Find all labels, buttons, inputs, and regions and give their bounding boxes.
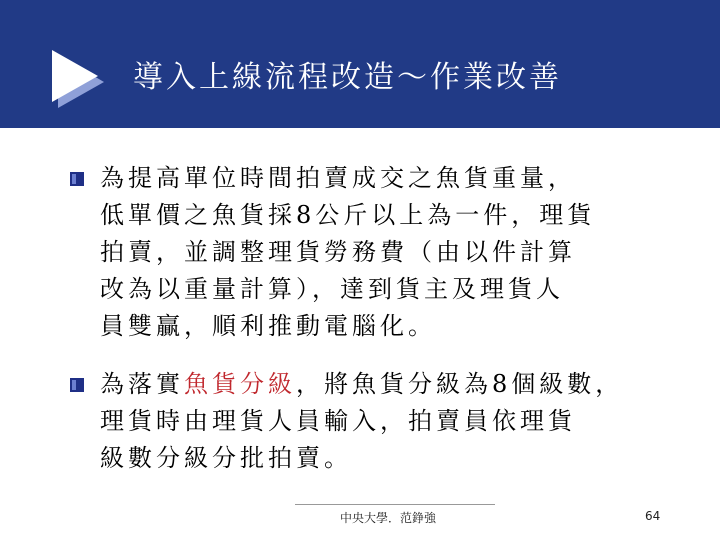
- slide-title: 導入上線流程改造～作業改善: [133, 60, 562, 95]
- text-segment: 為落實: [100, 370, 184, 398]
- paragraph-line: 低單價之魚貨採8公斤以上為一件，理貨: [100, 201, 596, 229]
- footer-divider: [295, 504, 495, 505]
- text-segment: ，將魚貨分級為8個級數，: [296, 370, 624, 398]
- paragraph-line: 級數分級分批拍賣。: [100, 444, 352, 472]
- paragraph-line: 拍賣，並調整理貨勞務費（由以件計算: [100, 238, 576, 266]
- page-number: 64: [645, 509, 661, 523]
- title-bar: [0, 0, 720, 128]
- footer-text: 中央大學．范錚強: [340, 511, 437, 525]
- bullet-square-icon: [70, 172, 84, 186]
- paragraph-line: 為提高單位時間拍賣成交之魚貨重量，: [100, 164, 576, 192]
- bullet-square-icon: [70, 378, 84, 392]
- bullet-paragraph-2: [100, 366, 700, 477]
- paragraph-line: 員雙贏，順利推動電腦化。: [100, 312, 436, 340]
- bullet-paragraph-1: [100, 160, 700, 345]
- highlight-text: 魚貨分級: [184, 370, 296, 398]
- play-arrow-icon: [0, 0, 120, 128]
- paragraph-line: [100, 366, 700, 403]
- paragraph-line: 改為以重量計算），達到貨主及理貨人: [100, 275, 564, 303]
- paragraph-line: 理貨時由理貨人員輸入，拍賣員依理貨: [100, 407, 576, 435]
